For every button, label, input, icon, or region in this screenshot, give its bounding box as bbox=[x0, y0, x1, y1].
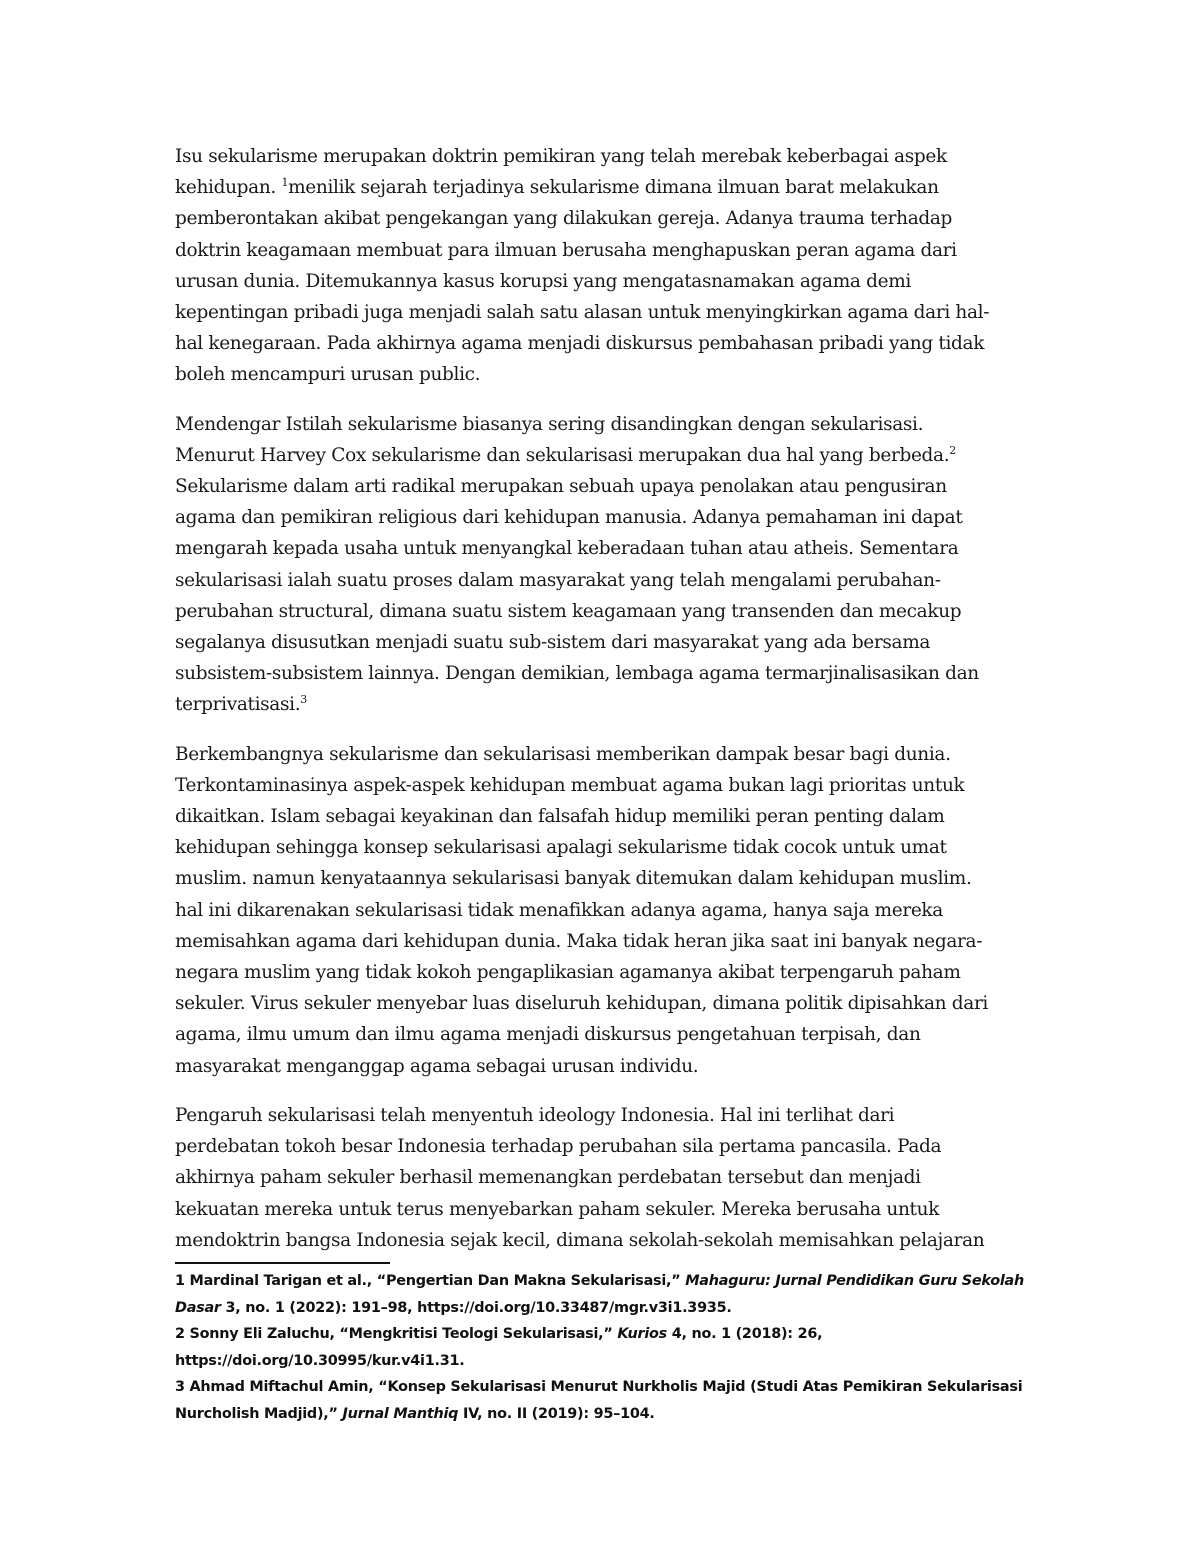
footnote-text[interactable]: 4, no. 1 (2018): 26, https://doi.org/10.30995/kur.v4i1.31. bbox=[175, 1326, 823, 1369]
text-line: doktrin keagamaan membuat para ilmuan berusaha menghapuskan peran agama dari bbox=[175, 239, 957, 261]
paragraph-1 bbox=[175, 141, 1035, 391]
text-line: kekuatan mereka untuk terus menyebarkan paham sekuler. Mereka berusaha untuk bbox=[175, 1198, 940, 1220]
text-line: hal kenegaraan. Pada akhirnya agama menjadi diskursus pembahasan pribadi yang tidak bbox=[175, 333, 985, 355]
text-line: agama dan pemikiran religious dari kehidupan manusia. Adanya pemahaman ini dapat bbox=[175, 507, 963, 529]
footnote-2 bbox=[175, 1321, 1035, 1374]
text-line: urusan dunia. Ditemukannya kasus korupsi yang mengatasnamakan agama demi bbox=[175, 270, 911, 292]
footnote-ref[interactable]: 3 bbox=[300, 693, 307, 707]
text-line: kehidupan sehingga konsep sekularisasi apalagi sekularisme tidak cocok untuk umat bbox=[175, 837, 947, 859]
text-line: Menurut Harvey Cox sekularisme dan sekularisasi merupakan dua hal yang berbeda. bbox=[175, 444, 950, 466]
text-line: kepentingan pribadi juga menjadi salah satu alasan untuk menyingkirkan agama dari hal- bbox=[175, 302, 990, 324]
footnote-text: 2 Sonny Eli Zaluchu, “Mengkritisi Teologi Sekularisasi,” bbox=[175, 1326, 618, 1342]
paragraph-4 bbox=[175, 1100, 1035, 1256]
text-line: muslim. namun kenyataannya sekularisasi banyak ditemukan dalam kehidupan muslim. bbox=[175, 868, 972, 890]
text-line: mengarah kepada usaha untuk menyangkal keberadaan tuhan atau atheis. Sementara bbox=[175, 538, 959, 560]
text-line: memisahkan agama dari kehidupan dunia. Maka tidak heran jika saat ini banyak negara- bbox=[175, 930, 983, 952]
paragraph-2 bbox=[175, 409, 1035, 721]
footnote-text: IV, no. II (2019): 95–104. bbox=[458, 1405, 655, 1422]
footnote-ref[interactable]: 1 bbox=[281, 176, 289, 190]
text-line: agama, ilmu umum dan ilmu agama menjadi diskursus pengetahuan terpisah, dan bbox=[175, 1024, 921, 1046]
text-line: Isu sekularisme merupakan doktrin pemikiran yang telah merebak keberbagai aspek bbox=[175, 146, 947, 167]
footnote-text: 1 Mardinal Tarigan et al., “Pengertian Dan Makna Sekularisasi,” bbox=[175, 1273, 686, 1289]
text-line: negara muslim yang tidak kokoh pengaplikasian agamanya akibat terpengaruh paham bbox=[175, 962, 961, 984]
footnote-ref[interactable]: 2 bbox=[949, 443, 956, 457]
footnote-1 bbox=[175, 1268, 1035, 1321]
text-line: masyarakat menganggap agama sebagai urusan individu. bbox=[175, 1055, 699, 1077]
text-line: pemberontakan akibat pengekangan yang dilakukan gereja. Adanya trauma terhadap bbox=[175, 208, 953, 230]
text-line: sekuler. Virus sekuler menyebar luas diseluruh kehidupan, dimana politik dipisahkan dari bbox=[175, 993, 989, 1015]
text-line: terprivatisasi. bbox=[175, 694, 301, 716]
footnote-journal: Mahaguru: Jurnal Pendidikan Guru Sekolah Dasar bbox=[175, 1273, 1025, 1316]
text-line: akhirnya paham sekuler berhasil memenangkan perdebatan tersebut dan menjadi bbox=[175, 1167, 921, 1189]
text-line: kehidupan. bbox=[175, 177, 282, 199]
text-line: Berkembangnya sekularisme dan sekularisasi memberikan dampak besar bagi dunia. bbox=[175, 743, 951, 765]
text-line: hal ini dikarenakan sekularisasi tidak menafikkan adanya agama, hanya saja mereka bbox=[175, 899, 943, 921]
footnote-3 bbox=[175, 1374, 1035, 1427]
footnote-separator bbox=[175, 1262, 390, 1264]
text-line: mendoktrin bangsa Indonesia sejak kecil, dimana sekolah-sekolah memisahkan pelajaran bbox=[175, 1229, 985, 1251]
text-line: Sekularisme dalam arti radikal merupakan sebuah upaya penolakan atau pengusiran bbox=[175, 476, 947, 498]
text-line: subsistem-subsistem lainnya. Dengan demikian, lembaga agama termarjinalisasikan dan bbox=[175, 663, 979, 685]
footnotes bbox=[175, 1268, 1035, 1427]
paragraph-3 bbox=[175, 739, 1035, 1082]
text-line: perdebatan tokoh besar Indonesia terhadap perubahan sila pertama pancasila. Pada bbox=[175, 1136, 942, 1158]
text-line: boleh mencampuri urusan public. bbox=[175, 364, 481, 386]
text-line: dikaitkan. Islam sebagai keyakinan dan falsafah hidup memiliki peran penting dalam bbox=[175, 806, 945, 828]
footnote-journal: Jurnal Manthiq bbox=[342, 1405, 459, 1422]
text-line: perubahan structural, dimana suatu sistem keagamaan yang transenden dan mecakup bbox=[175, 600, 962, 622]
footnote-journal: Kurios bbox=[617, 1326, 667, 1342]
text-line: Pengaruh sekularisasi telah menyentuh ideology Indonesia. Hal ini terlihat dari bbox=[175, 1104, 895, 1126]
footnote-text[interactable]: 3, no. 1 (2022): 191–98, https://doi.org/10.33487/mgr.v3i1.3935. bbox=[220, 1299, 732, 1316]
text-line: segalanya disusutkan menjadi suatu sub-sistem dari masyarakat yang ada bersama bbox=[175, 632, 931, 654]
text-line: sekularisasi ialah suatu proses dalam masyarakat yang telah mengalami perubahan- bbox=[175, 569, 941, 591]
body-text bbox=[175, 141, 1035, 1274]
text-line: menilik sejarah terjadinya sekularisme dimana ilmuan barat melakukan bbox=[288, 177, 939, 199]
text-line: Mendengar Istilah sekularisme biasanya sering disandingkan dengan sekularisasi. bbox=[175, 413, 924, 435]
footnote-text: 3 Ahmad Miftachul Amin, “Konsep Sekularisasi Menurut Nurkholis Majid (Studi Atas Pemikiran Sekularisasi Nurcholish Madjid),” bbox=[175, 1379, 1023, 1422]
text-line: Terkontaminasinya aspek-aspek kehidupan membuat agama bukan lagi prioritas untuk bbox=[175, 774, 965, 796]
